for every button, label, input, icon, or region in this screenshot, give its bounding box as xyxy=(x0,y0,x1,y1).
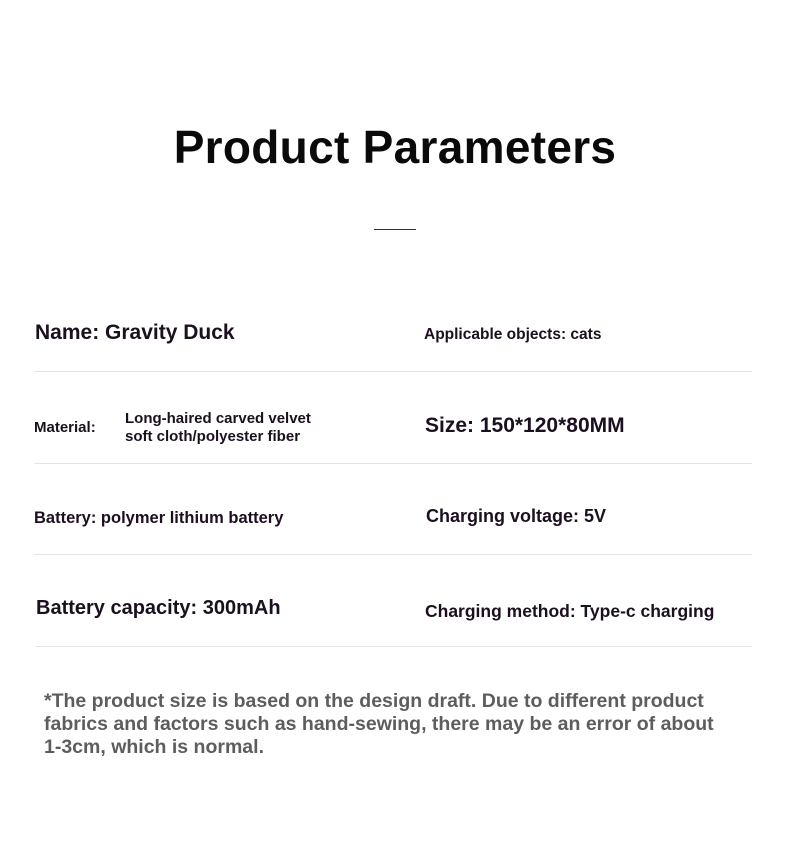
param-battery-capacity: Battery capacity: 300mAh xyxy=(36,597,281,619)
param-row-name xyxy=(34,300,752,372)
size-disclaimer-note: *The product size is based on the design draft. Due to different product fabrics and factors such as hand-sewing, there may be an error of about 1-3cm, which is normal. xyxy=(44,690,714,758)
param-material-value-line2: soft cloth/polyester fiber xyxy=(125,428,301,445)
page-title: Product Parameters xyxy=(173,121,617,173)
title-divider xyxy=(374,229,416,230)
param-row-battery-voltage xyxy=(34,464,752,555)
param-battery: Battery: polymer lithium battery xyxy=(34,509,284,527)
param-charging-method: Charging method: Type-c charging xyxy=(425,601,715,621)
param-row-capacity-method xyxy=(36,555,752,647)
param-charging-voltage: Charging voltage: 5V xyxy=(426,506,607,526)
param-material-value-line1: Long-haired carved velvet xyxy=(125,410,311,427)
param-applicable-objects: Applicable objects: cats xyxy=(424,326,602,343)
param-material-label: Material: xyxy=(34,419,96,436)
param-name: Name: Gravity Duck xyxy=(35,321,235,344)
param-row-material-size xyxy=(34,372,752,464)
param-size: Size: 150*120*80MM xyxy=(425,414,625,437)
